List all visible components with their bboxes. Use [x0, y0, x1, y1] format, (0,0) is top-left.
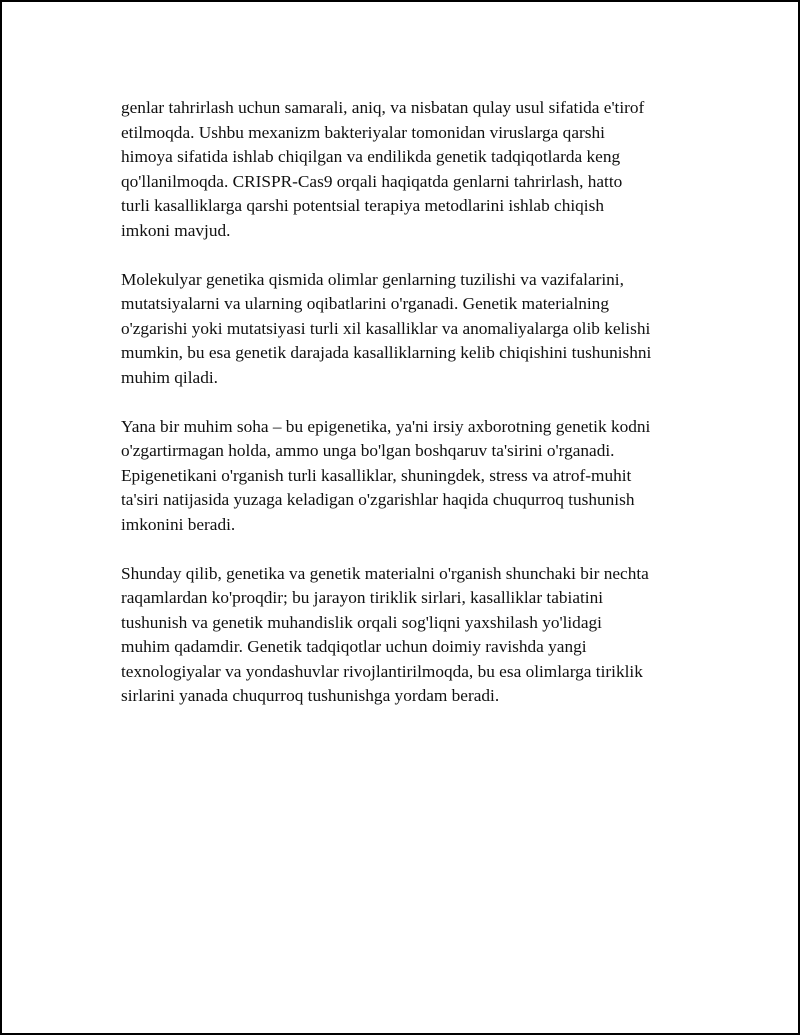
document-body — [121, 96, 701, 733]
paragraph-epigenetics: Yana bir muhim soha – bu epigenetika, ya'ni irsiy axborotning genetik kodni o'zgartirmagan holda, ammo unga bo'lgan boshqaruv ta'sirini o'rganadi. Epigenetikani o'rganish turli kasalliklar, shuningdek, stress va atrof-muhit ta'siri natijasida yuzaga keladigan o'zgarishlar haqida chuqurroq tushunish imkonini beradi. — [121, 416, 651, 534]
paragraph-crispr: genlar tahrirlash uchun samarali, aniq, va nisbatan qulay usul sifatida e'tirof etilmoqda. Ushbu mexanizm bakteriyalar tomonidan viruslarga qarshi himoya sifatida ishlab chiqilgan va endilikda genetik tadqiqotlarda keng qo'llanilmoqda. CRISPR-Cas9 orqali haqiqatda genlarni tahrirlash, hatto turli kasalliklarga qarshi potentsial terapiya metodlarini ishlab chiqish imkoni mavjud. — [121, 98, 645, 240]
paragraph-conclusion: Shunday qilib, genetika va genetik materialni o'rganish shunchaki bir nechta raqamlardan ko'proqdir; bu jarayon tiriklik sirlari, kasalliklar tabiatini tushunish va genetik muhandislik orqali sog'liqni yaxshilash yo'lidagi muhim qadamdir. Genetik tadqiqotlar uchun doimiy ravishda yangi texnologiyalar va yondashuvlar rivojlantirilmoqda, bu esa olimlarga tiriklik sirlarini yanada chuqurroq tushunishga yordam beradi. — [121, 563, 649, 705]
paragraph-molecular-genetics: Molekulyar genetika qismida olimlar genlarning tuzilishi va vazifalarini, mutatsiyalarni va ularning oqibatlarini o'rganadi. Genetik materialning o'zgarishi yoki mutatsiyasi turli xil kasalliklar va anomaliyalarga olib kelishi mumkin, bu esa genetik darajada kasalliklarning kelib chiqishini tushunishni muhim qiladi. — [121, 269, 652, 387]
